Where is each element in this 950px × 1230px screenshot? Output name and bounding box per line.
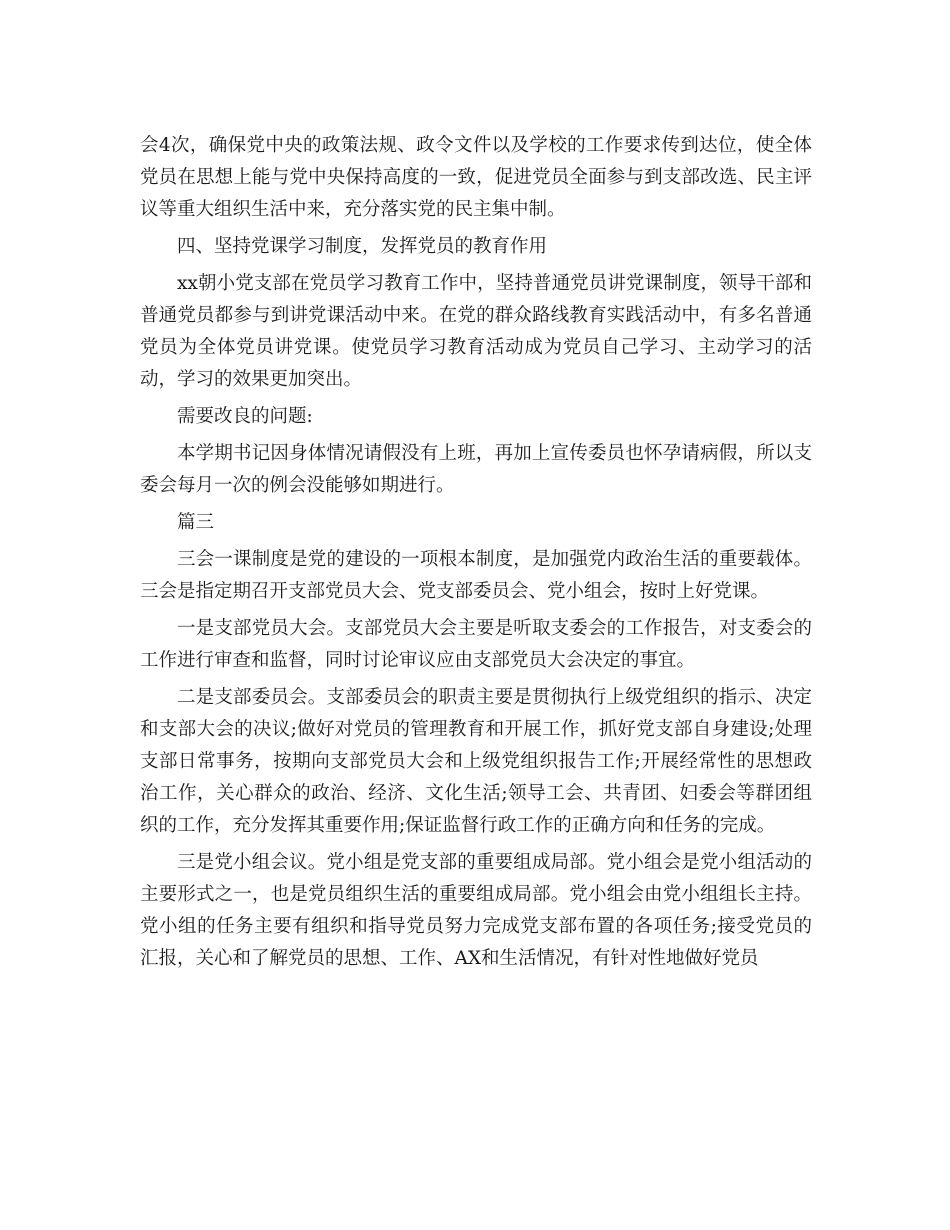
paragraph-continued: 会4次，确保党中央的政策法规、政令文件以及学校的工作要求传到达位，使全体党员在思想上能与党中央保持高度的一致，促进党员全面参与到支部改选、民主评议等重大组织生活中来，充分落实党的民主集中制。	[140, 135, 812, 220]
subheading-issues: 需要改良的问题:	[177, 406, 313, 427]
document-body	[140, 130, 812, 980]
paragraph: 三是党小组会议。党小组是党支部的重要组成局部。党小组会是党小组活动的主要形式之一，也是党员组织生活的重要组成局部。党小组会由党小组组长主持。党小组的任务主要有组织和指导党员努力完成党支部布置的各项任务;接受党员的汇报，关心和了解党员的思想、工作、AX和生活情况，有针对性地做好党员	[140, 852, 812, 969]
paragraph: 一是支部党员大会。支部党员大会主要是听取支委会的工作报告，对支委会的工作进行审查和监督，同时讨论审议应由支部党员大会决定的事宜。	[140, 618, 812, 671]
paragraph: 二是支部委员会。支部委员会的职责主要是贯彻执行上级党组织的指示、决定和支部大会的决议;做好对党员的管理教育和开展工作，抓好党支部自身建设;处理支部日常事务，按期向支部党员大会和上级党组织报告工作;开展经常性的思想政治工作，关心群众的政治、经济、文化生活;领导工会、共青团、妇委会等群团组织的工作，充分发挥其重要作用;保证监督行政工作的正确方向和任务的完成。	[140, 687, 812, 836]
paragraph: 本学期书记因身体情况请假没有上班，再加上宣传委员也怀孕请病假，所以支委会每月一次的例会没能够如期进行。	[140, 443, 812, 496]
section-heading-part-three: 篇三	[177, 512, 215, 533]
paragraph: 三会一课制度是党的建设的一项根本制度，是加强党内政治生活的重要载体。三会是指定期召开支部党员大会、党支部委员会、党小组会，按时上好党课。	[140, 549, 812, 602]
paragraph: xx朝小党支部在党员学习教育工作中，坚持普通党员讲党课制度，领导干部和普通党员都参与到讲党课活动中来。在党的群众路线教育实践活动中，有多名普通党员为全体党员讲党课。使党员学习教育活动成为党员自己学习、主动学习的活动，学习的效果更加突出。	[140, 273, 812, 390]
section-heading-four: 四、坚持党课学习制度，发挥党员的教育作用	[177, 236, 548, 257]
